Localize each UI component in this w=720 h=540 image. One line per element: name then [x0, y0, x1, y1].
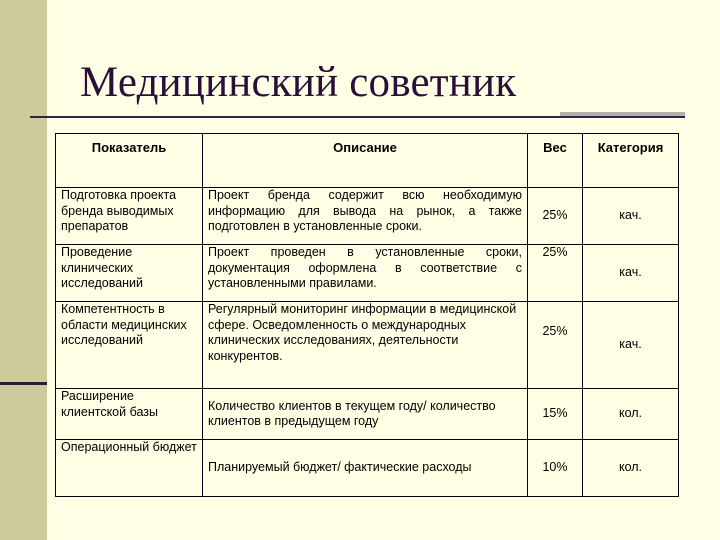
- cell-indicator: Подготовка проекта бренда выводимых препаратов: [56, 188, 203, 245]
- cell-weight: 10%: [528, 440, 583, 497]
- header-description: Описание: [203, 134, 528, 188]
- left-bar-accent-line: [0, 382, 47, 385]
- cell-category: кол.: [583, 389, 679, 440]
- cell-indicator: Проведение клинических исследований: [56, 245, 203, 302]
- left-decorative-bar: [0, 0, 47, 540]
- kpi-table: [55, 133, 679, 497]
- cell-indicator: Компетентность в области медицинских исследований: [56, 302, 203, 389]
- table-row: [56, 389, 679, 440]
- table-row: [56, 302, 679, 389]
- cell-weight: 25%: [528, 302, 583, 389]
- cell-weight: 15%: [528, 389, 583, 440]
- slide-title: Медицинский советник: [80, 59, 517, 106]
- cell-weight: 25%: [528, 188, 583, 245]
- cell-indicator: Расширение клиентской базы: [56, 389, 203, 440]
- cell-description: Регулярный мониторинг информации в медицинской сфере. Осведомленность о международных клинических исследованиях, деятельности конкурентов.: [203, 302, 528, 389]
- cell-indicator: Операционный бюджет: [56, 440, 203, 497]
- table-header-row: [56, 134, 679, 188]
- cell-category: кач.: [583, 188, 679, 245]
- cell-weight: 25%: [528, 245, 583, 302]
- cell-category: кач.: [583, 302, 679, 389]
- header-category: Категория: [583, 134, 679, 188]
- header-weight: Вес: [528, 134, 583, 188]
- table-row: [56, 440, 679, 497]
- table-row: [56, 188, 679, 245]
- cell-category: кол.: [583, 440, 679, 497]
- cell-description: Проект бренда содержит всю необходимую информацию для вывода на рынок, а также подготовлен в установленные сроки.: [203, 188, 528, 245]
- title-underline: [30, 116, 685, 118]
- cell-description: Количество клиентов в текущем году/ количество клиентов в предыдущем году: [203, 389, 528, 440]
- cell-description: Планируемый бюджет/ фактические расходы: [203, 440, 528, 497]
- cell-description: Проект проведен в установленные сроки, документация оформлена в соответствие с установленными правилами.: [203, 245, 528, 302]
- header-indicator: Показатель: [56, 134, 203, 188]
- table-row: [56, 245, 679, 302]
- cell-category: кач.: [583, 245, 679, 302]
